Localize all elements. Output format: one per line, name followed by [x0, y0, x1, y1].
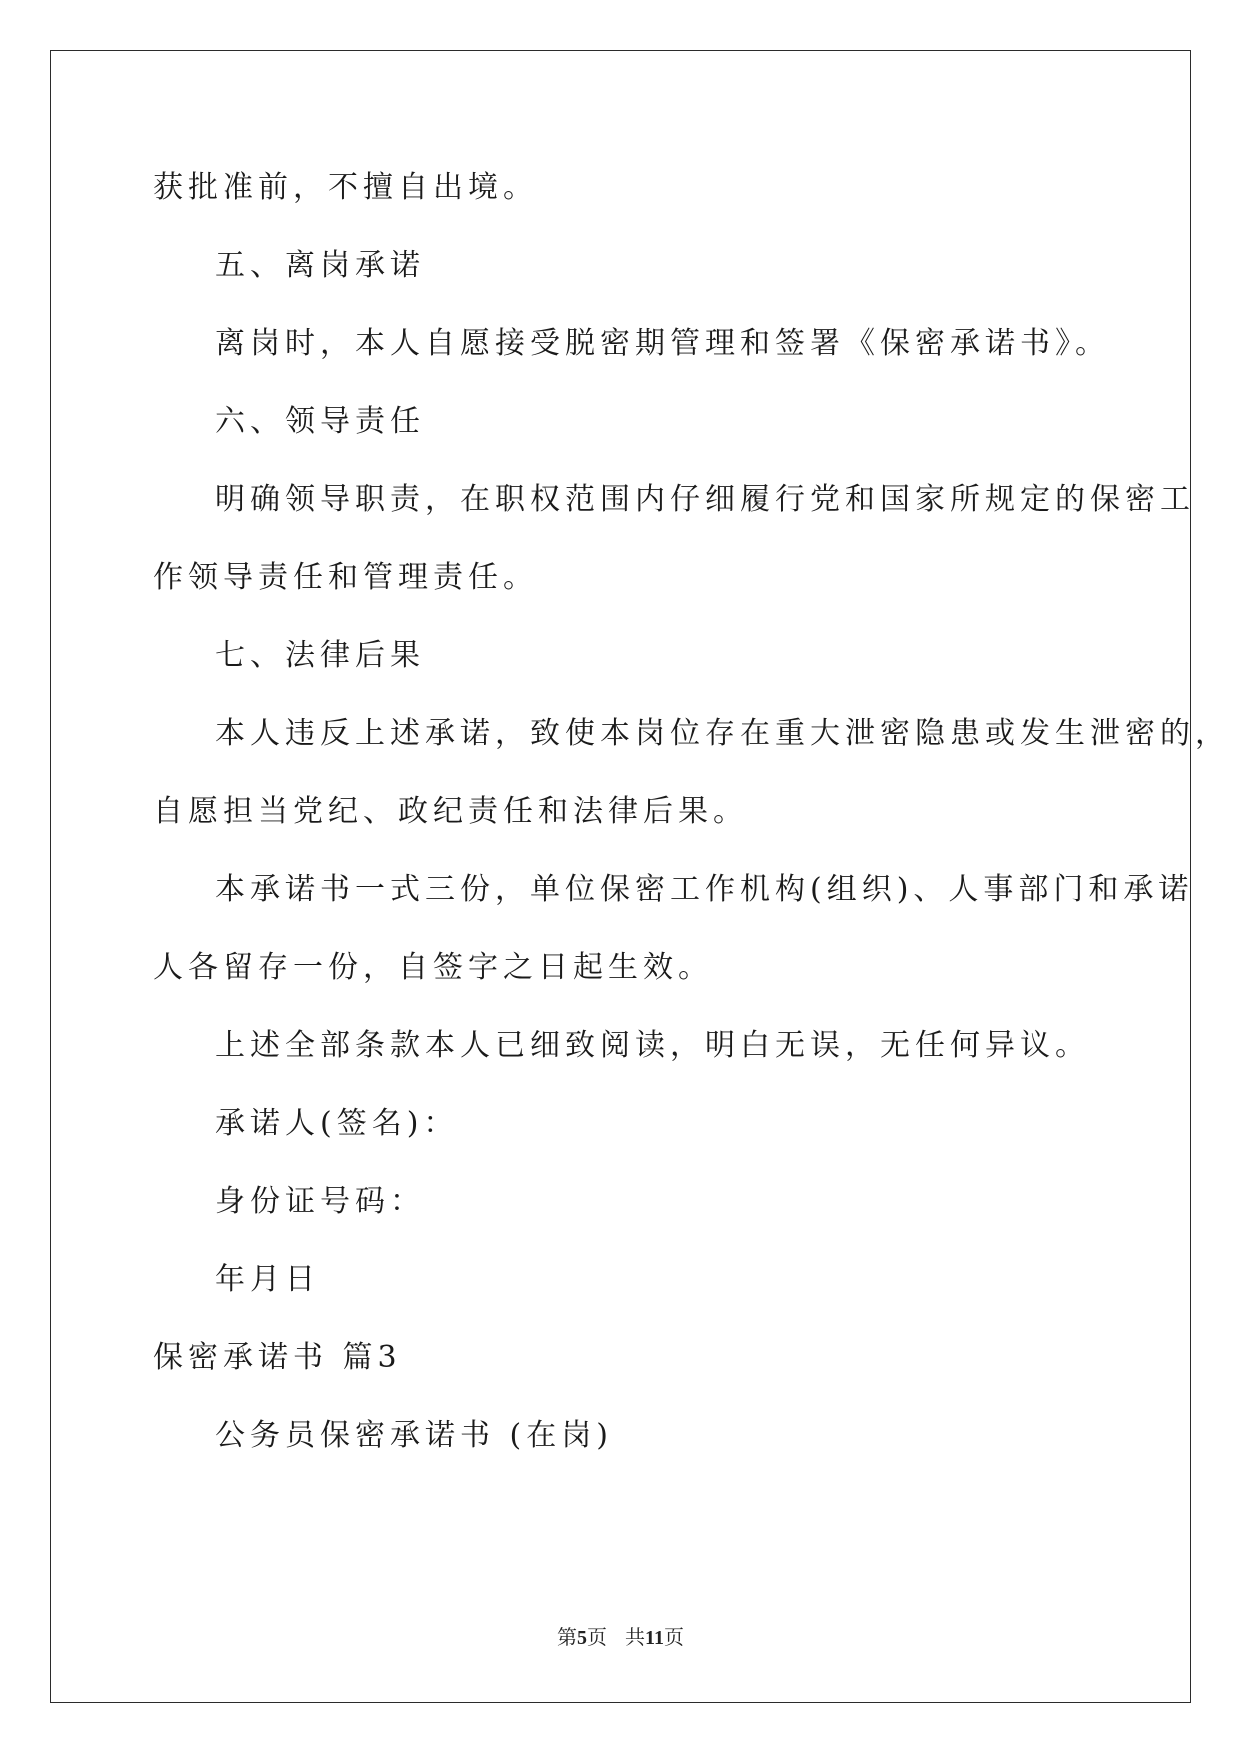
footer-page-prefix: 第 — [557, 1627, 578, 1649]
paragraph-line: 获批准前，不擅自出境。 — [153, 170, 538, 205]
footer-total-prefix: 共 — [625, 1627, 646, 1649]
section-heading: 六、领导责任 — [215, 404, 425, 439]
paragraph-line: 上述全部条款本人已细致阅读，明白无误，无任何异议。 — [215, 1028, 1090, 1063]
section-heading: 七、法律后果 — [215, 638, 425, 673]
paragraph-line: 作领导责任和管理责任。 — [153, 560, 538, 595]
article-title: 保密承诺书 篇3 — [153, 1340, 402, 1375]
paragraph-line: 本承诺书一式三份，单位保密工作机构(组织)、人事部门和承诺 — [215, 872, 1194, 907]
footer-total-pages: 11 — [645, 1627, 664, 1649]
footer-page-suffix: 页 — [587, 1627, 608, 1649]
signature-label: 承诺人(签名)： — [215, 1106, 459, 1141]
paragraph-line: 本人违反上述承诺，致使本岗位存在重大泄密隐患或发生泄密的， — [215, 716, 1230, 751]
footer-total-suffix: 页 — [663, 1627, 684, 1649]
page-footer — [0, 1621, 1241, 1650]
date-label: 年月日 — [215, 1262, 320, 1297]
paragraph-line: 人各留存一份，自签字之日起生效。 — [153, 950, 713, 985]
section-heading: 五、离岗承诺 — [215, 248, 425, 283]
id-number-label: 身份证号码： — [215, 1184, 425, 1219]
footer-page-number: 5 — [577, 1627, 588, 1649]
paragraph-line: 明确领导职责，在职权范围内仔细履行党和国家所规定的保密工 — [215, 482, 1195, 517]
document-subtitle: 公务员保密承诺书 (在岗) — [215, 1418, 613, 1453]
paragraph-line: 离岗时，本人自愿接受脱密期管理和签署《保密承诺书》。 — [215, 326, 1110, 361]
paragraph-line: 自愿担当党纪、政纪责任和法律后果。 — [153, 794, 748, 829]
